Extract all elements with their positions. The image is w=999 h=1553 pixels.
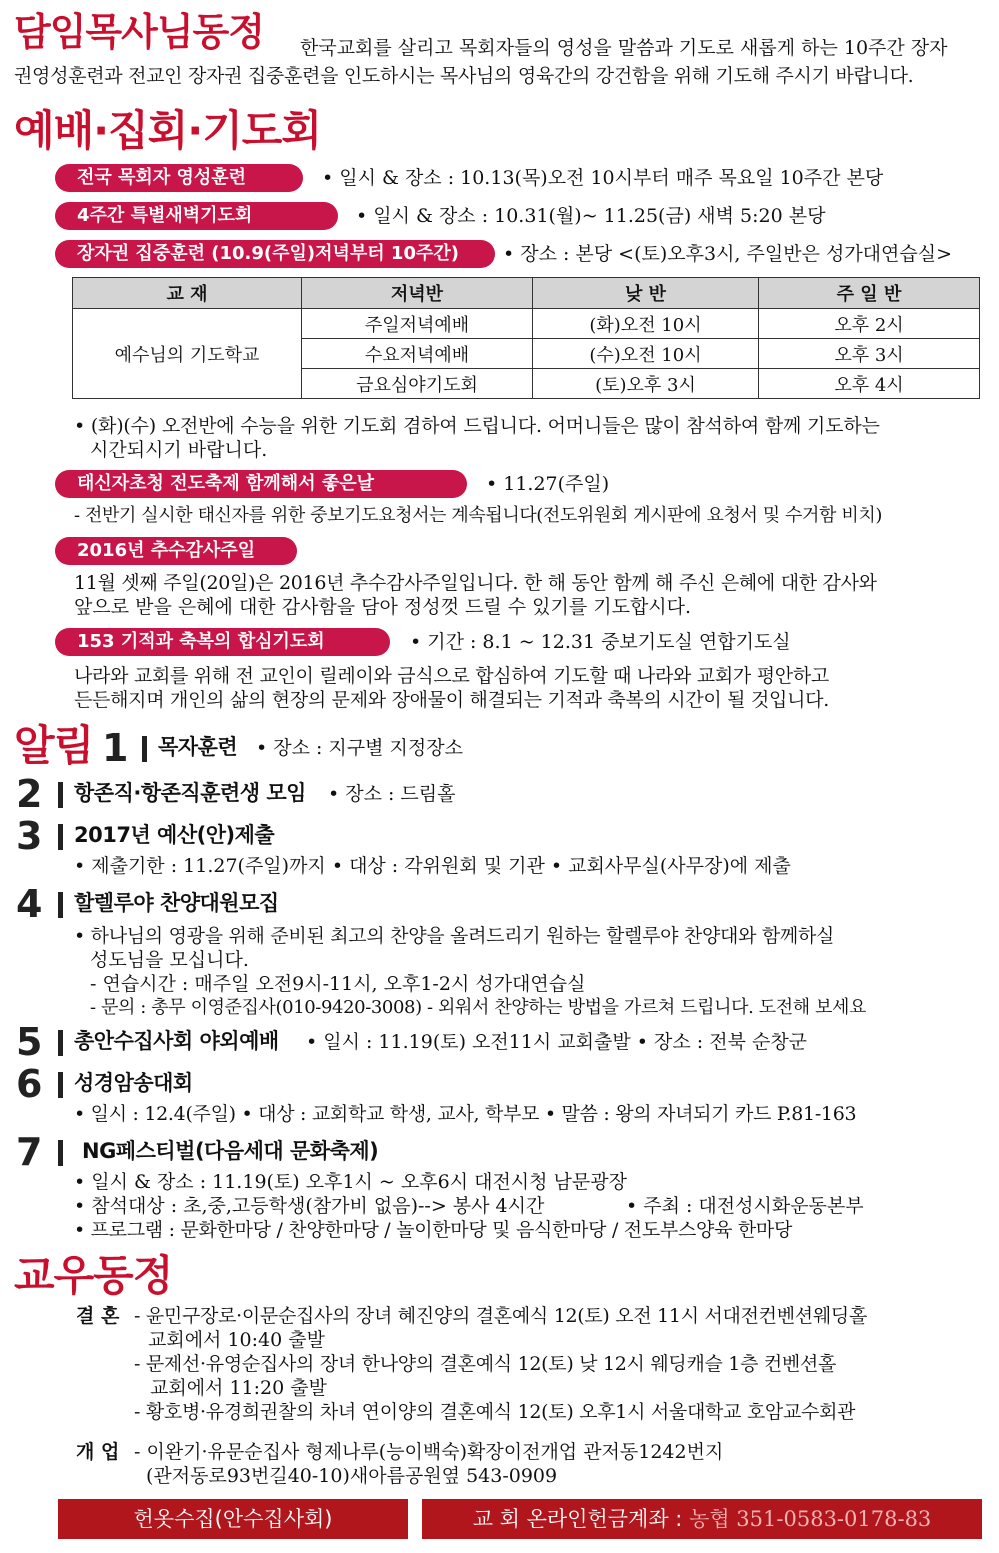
table-cell: 오후 4시 bbox=[759, 369, 980, 399]
wedding-line-4: 교회에서 11:20 출발 bbox=[150, 1377, 327, 1399]
notice-divider bbox=[142, 736, 147, 762]
table-cell-textbook: 예수님의 기도학교 bbox=[73, 309, 302, 399]
table-cell: (화)오전 10시 bbox=[533, 309, 759, 339]
notice-line-6: • 일시 : 12.4(주일) • 대상 : 교회학교 학생, 교사, 학부모 • 말씀 : 왕의 자녀되기 카드 P.81-163 bbox=[74, 1103, 857, 1125]
opening-label: 개 업 bbox=[76, 1441, 120, 1463]
notice-line-3: • 제출기한 : 11.27(주일)까지 • 대상 : 각위원회 및 기관 • 교회사무실(사무장)에 제출 bbox=[74, 855, 791, 877]
notice-title-1: 목자훈련 bbox=[158, 735, 238, 759]
table-cell: (토)오후 3시 bbox=[533, 369, 759, 399]
event-desc-united-prayer-1: 나라와 교회를 위해 전 교인이 릴레이와 금식으로 합심하여 기도할 때 나라와 교회가 평안하고 bbox=[74, 665, 829, 687]
pastor-heading: 담임목사님동정 bbox=[14, 10, 264, 54]
table-header-row bbox=[73, 278, 980, 309]
table-header: 교 재 bbox=[73, 278, 302, 309]
notice-divider bbox=[58, 1140, 63, 1166]
schedule-table bbox=[72, 277, 980, 399]
notice-divider bbox=[58, 824, 63, 850]
opening-line-1: - 이완기·유문순집사 형제나루(능이백숙)확장이전개업 관저동1242번지 bbox=[134, 1441, 724, 1463]
table-cell: 주일저녁예배 bbox=[302, 309, 533, 339]
opening-line-2: (관저동로93번길40-10)새아름공원옆 543-0909 bbox=[146, 1465, 558, 1487]
event-info-united-prayer: • 기간 : 8.1 ~ 12.31 중보기도실 연합기도실 bbox=[410, 631, 791, 653]
event-pill-intensive-training: 장자권 집중훈련 (10.9(주일)저녁부터 10주간) bbox=[55, 240, 495, 268]
notice-number: 6 bbox=[16, 1062, 43, 1106]
online-offering-account: 농협 351-0583-0178-83 bbox=[689, 1507, 932, 1531]
notice-line-7a: • 일시 & 장소 : 11.19(토) 오후1시 ~ 오후6시 대전시청 남문광장 bbox=[74, 1171, 627, 1193]
pastor-line2: 권영성훈련과 전교인 장자권 집중훈련을 인도하시는 목사님의 영육간의 강건함을 위해 기도해 주시기 바랍니다. bbox=[14, 65, 914, 87]
event-pill-dawn-prayer: 4주간 특별새벽기도회 bbox=[55, 202, 338, 230]
notice-line-4a: • 하나님의 영광을 위해 준비된 최고의 찬양을 올려드리기 원하는 할렐루야 찬양대와 함께하실 bbox=[74, 925, 835, 947]
wedding-line-1: - 윤민구장로·이문순집사의 장녀 혜진양의 결혼예식 12(토) 오전 11시 서대전컨벤션웨딩홀 bbox=[134, 1305, 867, 1327]
pastor-line1: 한국교회를 살리고 목회자들의 영성을 말씀과 기도로 새롭게 하는 10주간 장자 bbox=[300, 37, 948, 59]
notice-line-7b-host: • 주최 : 대전성시화운동본부 bbox=[626, 1195, 864, 1217]
table-cell: 오후 3시 bbox=[759, 339, 980, 369]
notice-title-5: 총안수집사회 야외예배 bbox=[74, 1029, 279, 1053]
notice-number: 5 bbox=[16, 1020, 43, 1064]
event-pill-united-prayer: 153 기적과 축복의 합심기도회 bbox=[55, 628, 390, 656]
notice-divider bbox=[58, 1030, 63, 1056]
event-pill-evangelism: 태신자초청 전도축제 함께해서 좋은날 bbox=[55, 470, 467, 498]
table-cell: 금요심야기도회 bbox=[302, 369, 533, 399]
table-note-line1: • (화)(수) 오전반에 수능을 위한 기도회 겸하여 드립니다. 어머니들은 많이 참석하여 함께 기도하는 bbox=[74, 415, 880, 437]
notice-divider bbox=[58, 1072, 63, 1098]
notice-title-7: NG페스티벌(다음세대 문화축제) bbox=[82, 1139, 379, 1163]
notice-info-5: • 일시 : 11.19(토) 오전11시 교회출발 • 장소 : 전북 순창군 bbox=[306, 1031, 808, 1053]
notice-line-4c: - 연습시간 : 매주일 오전9시-11시, 오후1-2시 성가대연습실 bbox=[90, 973, 586, 995]
wedding-label: 결 혼 bbox=[76, 1305, 120, 1327]
table-cell: 수요저녁예배 bbox=[302, 339, 533, 369]
event-pill-pastor-training: 전국 목회자 영성훈련 bbox=[55, 164, 303, 192]
notice-title-3: 2017년 예산(안)제출 bbox=[74, 823, 275, 847]
clothes-collection-banner: 헌옷수집(안수집사회) bbox=[58, 1499, 408, 1539]
notice-title-6: 성경암송대회 bbox=[74, 1071, 193, 1095]
notice-info-2: • 장소 : 드림홀 bbox=[328, 783, 456, 805]
notice-divider bbox=[58, 892, 63, 918]
notice-number: 1 bbox=[102, 726, 129, 770]
notices-heading: 알림 bbox=[14, 721, 94, 770]
worship-heading: 예배·집회·기도회 bbox=[14, 106, 321, 155]
event-desc-thanksgiving-2: 앞으로 받을 은혜에 대한 감사함을 담아 정성껏 드릴 수 있기를 기도합시다. bbox=[74, 596, 692, 618]
event-desc-thanksgiving-1: 11월 셋째 주일(20일)은 2016년 추수감사주일입니다. 한 해 동안 함께 해 주신 은혜에 대한 감사와 bbox=[74, 572, 877, 594]
table-header: 저녁반 bbox=[302, 278, 533, 309]
notice-number: 3 bbox=[16, 814, 43, 858]
notice-title-2: 항존직·항존직훈련생 모임 bbox=[74, 781, 306, 805]
event-pill-thanksgiving: 2016년 추수감사주일 bbox=[55, 537, 297, 565]
table-row bbox=[73, 309, 980, 339]
online-offering-banner bbox=[422, 1499, 982, 1539]
event-info-evangelism: • 11.27(주일) bbox=[486, 473, 610, 495]
table-header: 낮 반 bbox=[533, 278, 759, 309]
notice-number: 4 bbox=[16, 882, 43, 926]
table-header: 주 일 반 bbox=[759, 278, 980, 309]
notice-number: 2 bbox=[16, 772, 43, 816]
notice-line-7b: • 참석대상 : 초,중,고등학생(참가비 없음)--> 봉사 4시간 bbox=[74, 1195, 545, 1217]
members-heading: 교우동정 bbox=[14, 1251, 173, 1300]
event-info-intensive-training: • 장소 : 본당 <(토)오후3시, 주일반은 성가대연습실> bbox=[503, 243, 953, 265]
notice-line-7c: • 프로그램 : 문화한마당 / 찬양한마당 / 놀이한마당 및 음식한마당 / 전도부스양육 한마당 bbox=[74, 1219, 793, 1241]
event-desc-evangelism: - 전반기 실시한 태신자를 위한 중보기도요청서는 계속됩니다(전도위원회 게시판에 요청서 및 수거함 비치) bbox=[74, 505, 882, 526]
notice-line-4b: 성도님을 모십니다. bbox=[90, 949, 249, 971]
notice-title-4: 할렐루야 찬양대원모집 bbox=[74, 891, 279, 915]
event-info-pastor-training: • 일시 & 장소 : 10.13(목)오전 10시부터 매주 목요일 10주간 본당 bbox=[322, 167, 884, 189]
table-cell: 오후 2시 bbox=[759, 309, 980, 339]
notice-number: 7 bbox=[16, 1130, 43, 1174]
notice-line-4d: - 문의 : 총무 이영준집사(010-9420-3008) - 외워서 찬양하는 방법을 가르쳐 드립니다. 도전해 보세요 bbox=[90, 997, 867, 1018]
wedding-line-5: - 황호병·유경희권찰의 차녀 연이양의 결혼예식 12(토) 오후1시 서울대학교 호암교수회관 bbox=[134, 1401, 856, 1423]
table-note-line2: 시간되시기 바랍니다. bbox=[90, 439, 268, 461]
notice-divider bbox=[58, 782, 63, 808]
notice-info-1: • 장소 : 지구별 지정장소 bbox=[256, 737, 463, 759]
online-offering-label: 교 회 온라인헌금계좌 : bbox=[472, 1507, 690, 1531]
wedding-line-3: - 문제선·유영순집사의 장녀 한나양의 결혼예식 12(토) 낮 12시 웨딩캐슬 1층 컨벤션홀 bbox=[134, 1353, 837, 1375]
event-info-dawn-prayer: • 일시 & 장소 : 10.31(월)~ 11.25(금) 새벽 5:20 본당 bbox=[356, 205, 826, 227]
wedding-line-2: 교회에서 10:40 출발 bbox=[148, 1329, 325, 1351]
table-cell: (수)오전 10시 bbox=[533, 339, 759, 369]
event-desc-united-prayer-2: 든든해지며 개인의 삶의 현장의 문제와 장애물이 해결되는 기적과 축복의 시간이 될 것입니다. bbox=[74, 689, 829, 711]
